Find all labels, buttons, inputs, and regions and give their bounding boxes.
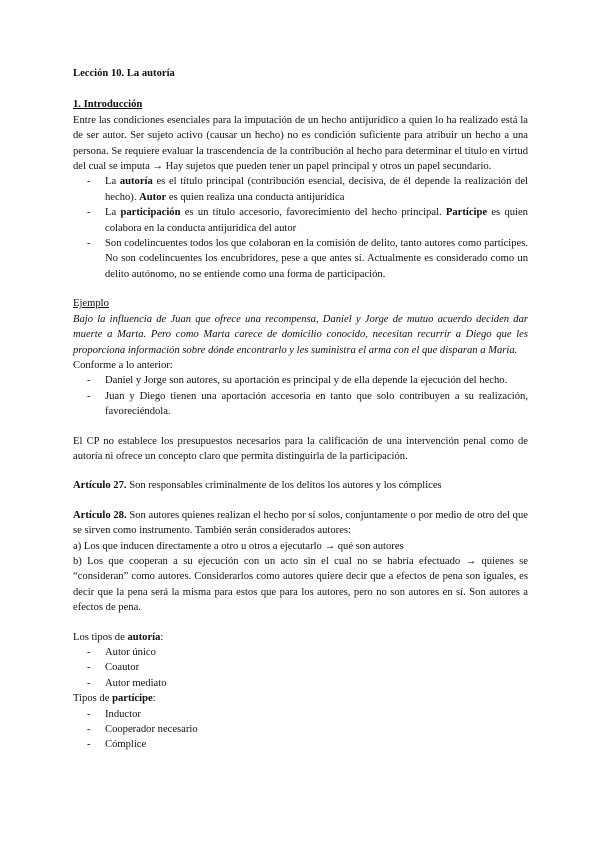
types-participe-list: [73, 707, 528, 753]
intro-paragraph: Entre las condiciones esenciales para la imputación de un hecho antijurídico a quien lo ha realizado está la de ser autor. Ser sujeto activo (causar un hecho) no es condición suficiente para atribuir un hecho a una persona. Se requiere evaluar la trascendencia de la contribución al hecho para determinar el título en virtud del cual se imputa → Hay sujetos que pueden tener un papel principal y otros un papel secundario.: [73, 114, 528, 173]
article-28-a: a) Los que inducen directamente a otro u otros a ejecutarlo → qué son autores: [73, 540, 404, 552]
list-text: es el título principal (contribución esencial, decisiva, de él depende la realización del hecho).: [105, 176, 528, 203]
list-item: - Cooperador necesario: [73, 722, 528, 737]
list-text: es un título accesorio, favorecimiento del hecho principal.: [180, 207, 446, 219]
heading-text: Los tipos de: [73, 631, 128, 643]
bold-term: Autor: [139, 191, 167, 203]
list-item: [73, 236, 528, 282]
intro-bullet-list: [73, 174, 528, 282]
example-conform: Conforme a lo anterior:: [73, 359, 173, 371]
section-heading-introduccion: 1. Introducción: [73, 99, 143, 111]
heading-text: :: [160, 631, 164, 643]
list-item: - Coautor: [73, 660, 528, 675]
list-text: La: [105, 207, 121, 219]
bold-term: autoría: [127, 631, 161, 643]
list-text: es quien realiza una conducta antijurídica: [166, 191, 345, 203]
bold-term: Partícipe: [445, 207, 488, 219]
example-bullet-list: [73, 373, 528, 419]
list-item: - Autor mediato: [73, 676, 528, 691]
bold-term: participación: [120, 207, 181, 219]
list-item: - Daniel y Jorge son autores, su aportación es principal y de ella depende la ejecución del hecho.: [73, 373, 528, 388]
list-text: La: [105, 176, 120, 188]
article-text: Son responsables criminalmente de los delitos los autores y los cómplices: [126, 480, 442, 492]
types-autoria-list: [73, 645, 528, 691]
list-text: Son codelincuentes todos los que colaboran en la comisión de delito, tanto autores como partícipes. No son codelincuentes los encubridores, pese a que antes sí. Actualmente es considerado como un delito autónomo, no se entiende como una forma de participación.: [105, 238, 528, 280]
article-text: Son autores quienes realizan el hecho por sí solos, conjuntamente o por medio de otro del que se sirven como instrumento. También serán considerados autores:: [73, 509, 528, 537]
bold-term: partícipe: [112, 693, 153, 705]
list-item: [73, 205, 528, 236]
article-28-b: b) Los que cooperan a su ejecución con un acto sin el cual no se habría efectuado → quienes se “consideran” como autores. Considerarlos como autores quiere decir que a efectos de pena son iguales, es decir que la pena será la misma para estos que para los autores, pero no son autores en sí. Son autores a efectos de pena.: [73, 555, 528, 614]
heading-text: Tipos de: [73, 693, 113, 705]
list-item: - Autor único: [73, 645, 528, 660]
types-participe-heading: [73, 691, 528, 706]
list-item: [73, 174, 528, 205]
types-autoria-heading: [73, 630, 528, 645]
article-27: [73, 478, 528, 493]
page-title: Lección 10. La autoría: [73, 68, 175, 79]
example-heading: Ejemplo: [73, 298, 109, 310]
article-label: Artículo 28.: [73, 509, 127, 521]
cp-paragraph: El CP no establece los presupuestos necesarios para la calificación de una intervención penal como de autoría ni ofrece un concepto claro que permita distinguirla de la participación.: [73, 435, 528, 462]
heading-text: :: [152, 693, 156, 705]
article-label: Artículo 27.: [73, 480, 127, 492]
list-item: - Juan y Diego tienen una aportación accesoria en tanto que solo contribuyen a su realización, favoreciéndola.: [73, 389, 528, 420]
list-text: es quien colabora en la conducta antijurídica del autor: [105, 207, 528, 234]
example-text: Bajo la influencia de Juan que ofrece una recompensa, Daniel y Jorge de mutuo acuerdo deciden dar muerte a Marta. Pero como Marta carece de domicilio conocido, necesitan recurrir a Diego que les proporciona información sobre dónde encontrarlo y les suministra el arma con el que disparan a María.: [73, 313, 528, 356]
article-28: [73, 508, 528, 539]
list-item: - Cómplice: [73, 737, 528, 752]
list-item: - Inductor: [73, 707, 528, 722]
bold-term: autoría: [119, 176, 153, 188]
